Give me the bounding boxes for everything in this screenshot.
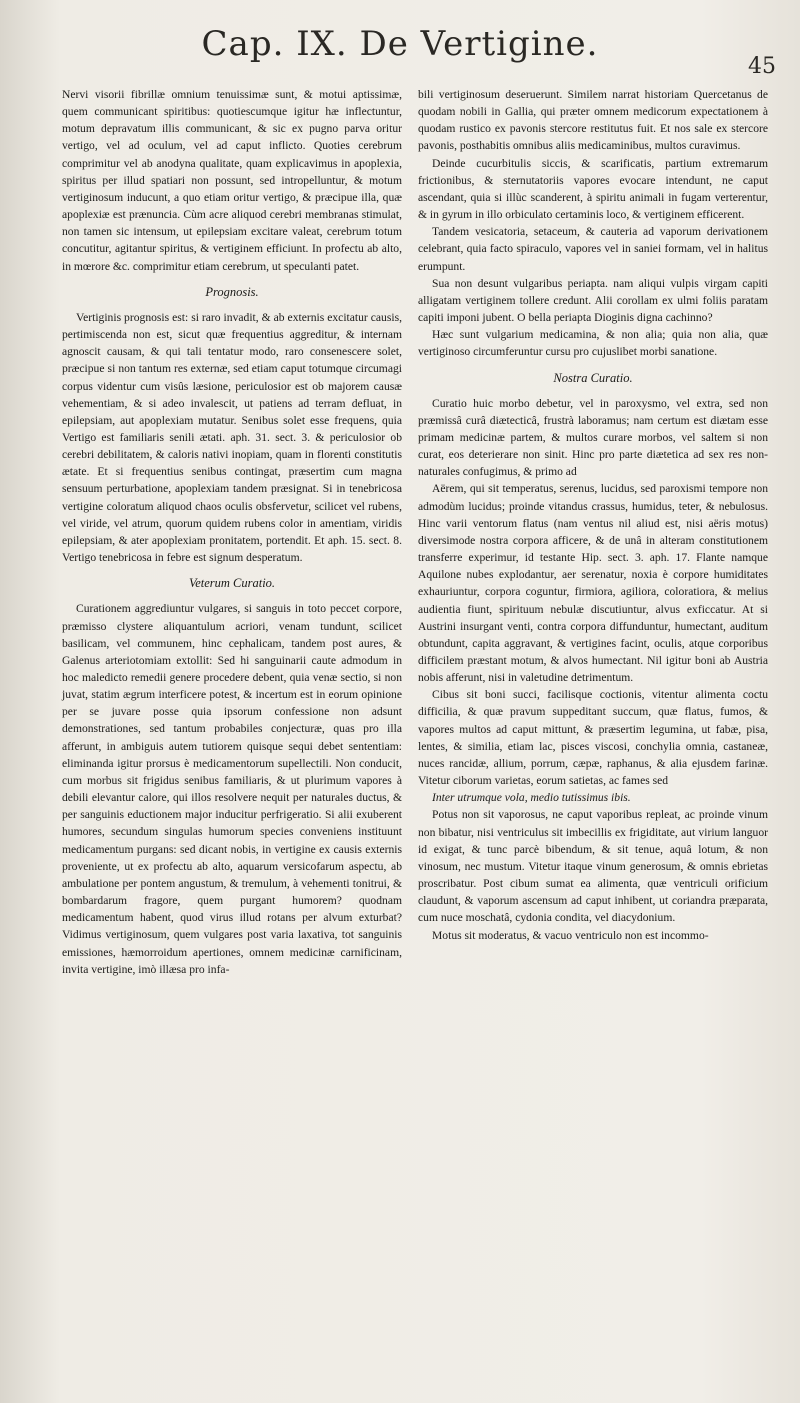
paragraph: Cibus sit boni succi, facilisque coctionis, vitentur alimenta coctu difficilia, & quæ pravum suppeditant succum, quæ flatus, fumos, & vapores multos ad caput mittunt, & præsertim legumina, ut fabæ, pisa, lentes, & similia, etiam lac, pisces viscosi, conchylia omnia, castaneæ, nuces rancidæ, allium, porrum, cæpæ, raphanus, & alia ejusdem farinæ. Vitetur ciborum varietas, eorum satietas, ac fames sed	[418, 688, 768, 788]
right-column	[418, 86, 768, 944]
paragraph: Deinde cucurbitulis siccis, & scarificatis, partium extremarum frictionibus, & sternutatoriis vapores evocare intendunt, ne caput ascendant, quia si illùc scanderent, à spiritu animali in fugam verterentur, & in gyrum in illo orbiculato certaminis loco, & vertiginem efficerent.	[418, 156, 768, 222]
section-heading-prognosis: Prognosis.	[205, 284, 259, 299]
paragraph: Curationem aggrediuntur vulgares, si sanguis in toto peccet corpore, præmisso clystere aliquantulum acriori, venam tundunt, scilicet basilicam, vel communem, hinc cephalicam, tandem post aures, & Galenus arteriotomiam extollit: Sed hi sanguinarii caute admodum in hoc maledicto remedii genere procedere debent, quia venæ sectio, si non juvat, statim ægrum interficere potest, & incertum est in eorum opinione per se juvare posse quia ipsorum confessione non adsunt demonstrationes, sed tantum probabiles conjecturæ, quas pro illa afferunt, in ambiguis autem tutiorem quisque sequi debet sententiam: eliminanda igitur prorsus è medicamentorum supellectili. Non conducit, cum morbus sit frigidus senibus familiaris, & ut plurimum vapores à debili elevantur calore, qui illos resolvere nequit per naturales ductus, & per sanguinis eductionem major inducitur perfrigeratio. Si alii exuberent humores, secundum singulas humorum species conveniens instituunt medicamentum purgans: sed dicant nobis, in vertigine ex causis externis proveniente, ut ex profectu ab alto, aquarum versicofarum aspectu, ab ambulatione per pontem angustum, & tremulum, à vehementi tonitrui, & bombardarum fragore, quem purgant humorem? quodnam medicamentum habent, quod virus illud rotans per alvum exturbat? Vidimus vertiginosum, quem vulgares post varia laxativa, tot sanguinis emissiones, hæmorroidum apertiones, omnem medicinæ carnificinam, invita vertigine, imò illæsa pro infa-	[62, 602, 402, 976]
paragraph: Tandem vesicatoria, setaceum, & cauteria ad vaporum derivationem celebrant, quia facto spiraculo, vapores vel in saniei formam, vel in halitus erumpunt.	[418, 225, 768, 273]
paragraph: bili vertiginosum deseruerunt. Similem narrat historiam Quercetanus de quodam nobili in Gallia, qui præter omnem medicorum expectationem à quodam rustico ex pavonis stercore restitutus fuit. Et nos sale ex stercore pavonis, posthabitis omnibus aliis medicaminibus, multos curavimus.	[418, 88, 768, 153]
paragraph: Sua non desunt vulgaribus periapta. nam aliqui vulpis virgam capiti alligatam vertiginem tollere credunt. Alii corollam ex ulmi foliis paratam capiti imponi jubent. O bella periapta Dioginis digna cachinno?	[418, 276, 768, 325]
page-header	[0, 10, 800, 80]
paragraph: Potus non sit vaporosus, ne caput vaporibus repleat, ac proinde vinum non bibatur, nisi ventriculus sit imbecillis ex frigiditate, aut virium languor id exigat, & tunc parcè bibendum, & sit tenue, aquâ lotum, & non vinosum, nec mustum. Vitetur itaque vinum generosum, & omnis ebrietas proscribatur. Post cibum sumat ea alimenta, quæ ventriculi orificium claudunt, & vaporum ascensum ad caput inhibent, ut coriandra præparata, cum nuce moschatâ, cydonia condita, vel diacydonium.	[418, 808, 768, 925]
page-number: 45	[748, 54, 776, 79]
paragraph: Aërem, qui sit temperatus, serenus, lucidus, sed paroxismi tempore non admodùm lucidus; proinde vitandus crassus, humidus, teter, & nebulosus. Hinc varii ventorum flatus (nam ventus nil aliud est, nisi aëris motus) diversimode nostra corpora afficere, & de unâ in alteram constitutionem transferre experimur, id testante Hip. sect. 3. aph. 17. Flante namque Aquilone nubes explodantur, aer serenatur, noxia è corpore humiditates exhauriuntur, corpora coguntur, firmiora, agiliora, coloratiora, & melius audientia fiunt, spirituum nebulæ discutiuntur, alvus exficcatur. At si Austrini insurgant venti, contra corpora diffunduntur, humectant, auditum obtundunt, capita aggravant, & vertigines facint, oculis, atque corporibus difficilem præstant motum, & alvos humectant. Nil igitur boni ab Austria nobis afferunt, nisi in valetudine detrimentum.	[418, 482, 768, 685]
paragraph: Nervi visorii fibrillæ omnium tenuissimæ sunt, & motui aptissimæ, quem communicant spiritibus: quotiescumque igitur hæ inflectuntur, motum depravatum illis communicant, & sic ex pugno parva oritur vertigo, vel ad oculum, vel ad caput inflicto. Quoties cerebrum comprimitur vel ab anodyna qualitate, quam explicavimus in apoplexia, spiritus per illud spatiari non possunt, sed intropelluntur, & motum vertiginosum inducunt, a quo etiam oritur vertigo, & præcipue illa, quæ apoplexiæ est prænuncia. Cùm acre aliquod cerebri membranas stimulat, non tamen sic intensum, ut epilepsiam excitare valeat, cerebrum totum concutitur, agitantur spiritus, & vertiginem efficiunt. In profectu ab alto, in mœrore &c. comprimitur etiam cerebrum, ut speculanti patet.	[62, 88, 402, 273]
paragraph: Motus sit moderatus, & vacuo ventriculo non est incommo-	[432, 928, 709, 942]
paragraph: Vertiginis prognosis est: si raro invadit, & ab externis excitatur causis, pertimiscenda non est, sicut quæ frequentius aggreditur, & internam agnoscit causam, & qui tali tentatur modo, raro consenescere solet, præcipue si non tantum res externæ, sed etiam caput totumque circumagi corpus videntur cum visûs læsione, periculosior est ob majorem causæ vehementiam, & si adeo invalescit, ut patiens ad terram defluat, in epilepsiam, aut apoplexiam mutatur. Senibus solet esse frequens, quia Vertigo est familiaris senili ætati. aph. 31. sect. 3. & periculosior ob cerebri debilitatem, & caloris nativi inopiam, quam in florenti constitutis ætate. Et si frequentius senibus contingat, præsertim cum magna sensuum perturbatione, apoplexiam tandem præsignat. Si in tenebricosa vertigine coloratum aliquod chaos oculis obsfervetur, scilicet vel rubens, vel viride, vel atrum, quorum quidem rubens color in amentiam, viridis epilepsiam, & ater apoplexiam pronitatem, portendit. Et aph. 15. sect. 8. Vertigo tenebricosa in febre est signum desperatum.	[62, 310, 402, 565]
section-heading-veterum-curatio: Veterum Curatio.	[188, 576, 276, 591]
paragraph: Curatio huic morbo debetur, vel in paroxysmo, vel extra, sed non præmissâ curâ diætecticâ, frustrà laboramus; nam certum est diætam esse primam medicinæ partem, & multos curare morbos, vel saltem si non curat, eos deterierare non sinit. Hinc pro parte diætetica ad sex res non-naturales confugimus, & primo ad	[418, 396, 768, 479]
running-head: Cap. IX. De Vertigine.	[201, 24, 599, 64]
section-heading-nostra-curatio: Nostra Curatio.	[553, 370, 633, 385]
paragraph: Hæc sunt vulgarium medicamina, & non alia; quia non alia, quæ vertiginoso circumferuntur cursu pro cujuslibet morbi sanatione.	[418, 328, 768, 359]
verse-line: Inter utrumque vola, medio tutissimus ibis.	[432, 791, 631, 805]
left-column	[62, 86, 402, 978]
